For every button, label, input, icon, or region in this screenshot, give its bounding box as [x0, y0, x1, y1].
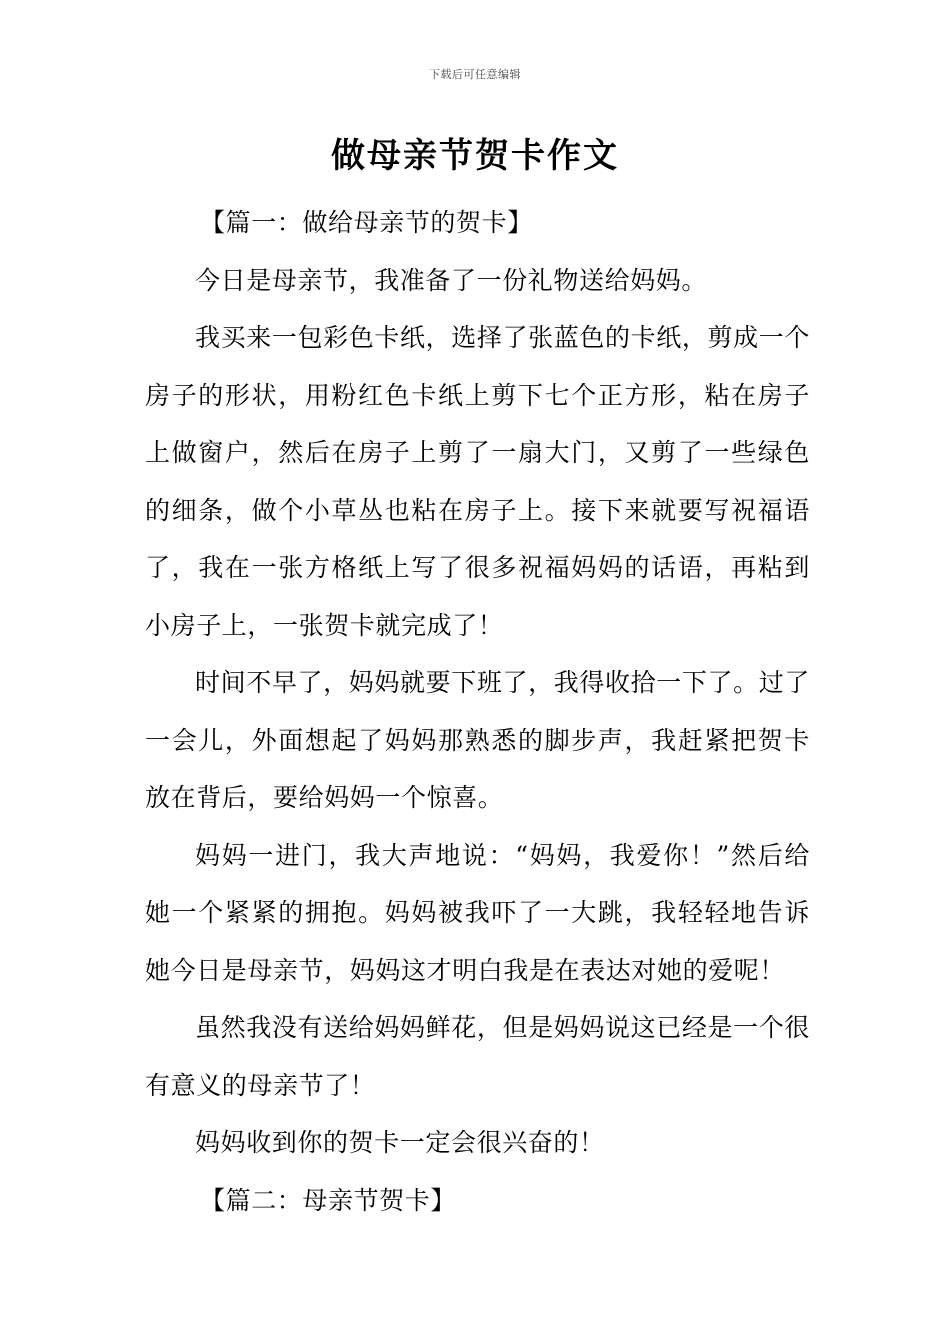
- paragraph-2: 我买来一包彩色卡纸，选择了张蓝色的卡纸，剪成一个房子的形状，用粉红色卡纸上剪下七个正方形，粘在房子上做窗户，然后在房子上剪了一扇大门，又剪了一些绿色的细条，做个小草丛也粘在房子上。接下来就要写祝福语了，我在一张方格纸上写了很多祝福妈妈的话语，再粘到小房子上，一张贺卡就完成了！: [145, 323, 810, 640]
- paragraph-6: 妈妈收到你的贺卡一定会很兴奋的！: [195, 1128, 605, 1157]
- document-title: 做母亲节贺卡作文: [331, 136, 619, 176]
- section-heading-2: 【篇二：母亲节贺卡】: [200, 1185, 457, 1215]
- paragraph-1: 今日是母亲节，我准备了一份礼物送给妈妈。: [195, 265, 708, 295]
- document-body: [145, 194, 810, 1229]
- section-heading-1: 【篇一：做给母亲节的贺卡】: [200, 208, 533, 237]
- paragraph-4: 妈妈一进门，我大声地说：“妈妈，我爱你！”然后给她一个紧紧的拥抱。妈妈被我吓了一大跳，我轻轻地告诉她今日是母亲节，妈妈这才明白我是在表达对她的爱呢！: [145, 840, 810, 985]
- paragraph-3: 时间不早了，妈妈就要下班了，我得收拾一下了。过了一会儿，外面想起了妈妈那熟悉的脚步声，我赶紧把贺卡放在背后，要给妈妈一个惊喜。: [145, 668, 810, 812]
- paragraph-5: 虽然我没有送给妈妈鲜花，但是妈妈说这已经是一个很有意义的母亲节了！: [145, 1013, 810, 1100]
- header-note: 下载后可任意编辑: [429, 68, 521, 81]
